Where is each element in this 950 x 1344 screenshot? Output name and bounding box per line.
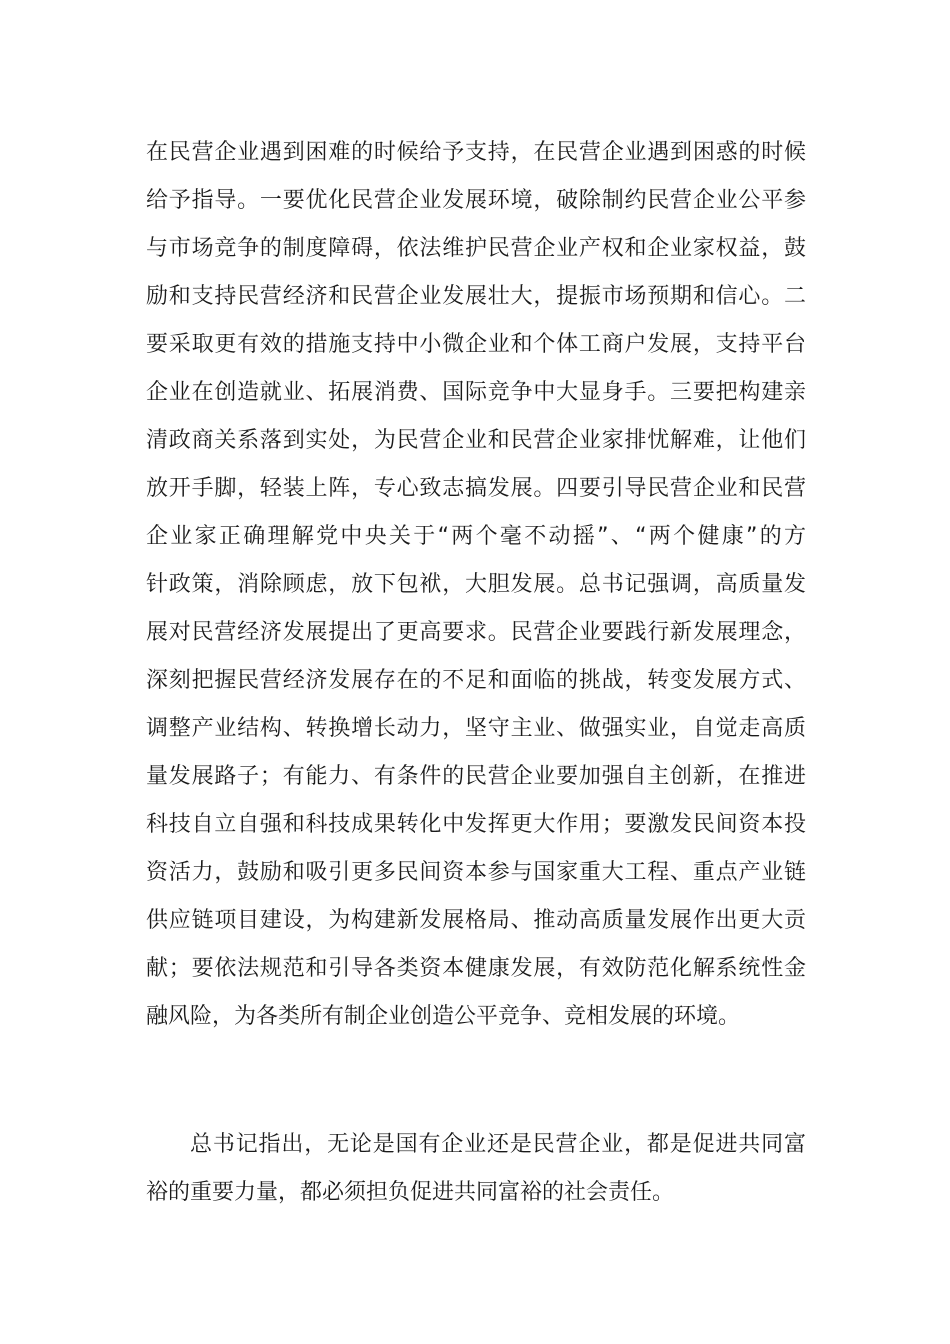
text-line: 展对民营经济发展提出了更高要求。民营企业要践行新发展理念， [146,620,806,645]
text-line: 供应链项目建设，为构建新发展格局、推动高质量发展作出更大贡 [146,908,806,933]
text-line: 给予指导。一要优化民营企业发展环境，破除制约民营企业公平参 [146,188,806,213]
text-line: 企业家正确理解党中央关于“两个毫不动摇”、“两个健康”的方 [146,524,806,549]
text-line: 调整产业结构、转换增长动力，坚守主业、做强实业，自觉走高质 [146,716,806,741]
text-line: 清政商关系落到实处，为民营企业和民营企业家排忧解难，让他们 [146,428,806,453]
text-line: 裕的重要力量，都必须担负促进共同富裕的社会责任。 [146,1180,675,1205]
text-line: 与市场竞争的制度障碍，依法维护民营企业产权和企业家权益，鼓 [146,236,806,261]
text-line: 企业在创造就业、拓展消费、国际竞争中大显身手。三要把构建亲 [146,380,806,405]
text-line: 资活力，鼓励和吸引更多民间资本参与国家重大工程、重点产业链 [146,860,806,885]
text-line: 放开手脚，轻装上阵，专心致志搞发展。四要引导民营企业和民营 [146,476,806,501]
text-line: 在民营企业遇到困难的时候给予支持，在民营企业遇到困惑的时候 [146,140,806,165]
text-line: 融风险，为各类所有制企业创造公平竞争、竞相发展的环境。 [146,1004,741,1029]
text-line: 针政策，消除顾虑，放下包袱，大胆发展。总书记强调，高质量发 [146,572,806,597]
text-line: 献；要依法规范和引导各类资本健康发展，有效防范化解系统性金 [146,956,806,981]
text-line: 总书记指出，无论是国有企业还是民营企业，都是促进共同富 [190,1132,806,1157]
text-line: 量发展路子；有能力、有条件的民营企业要加强自主创新，在推进 [146,764,806,789]
text-line: 深刻把握民营经济发展存在的不足和面临的挑战，转变发展方式、 [146,668,806,693]
text-line: 科技自立自强和科技成果转化中发挥更大作用；要激发民间资本投 [146,812,806,837]
text-line: 要采取更有效的措施支持中小微企业和个体工商户发展，支持平台 [146,332,806,357]
text-line: 励和支持民营经济和民营企业发展壮大，提振市场预期和信心。二 [146,284,806,309]
